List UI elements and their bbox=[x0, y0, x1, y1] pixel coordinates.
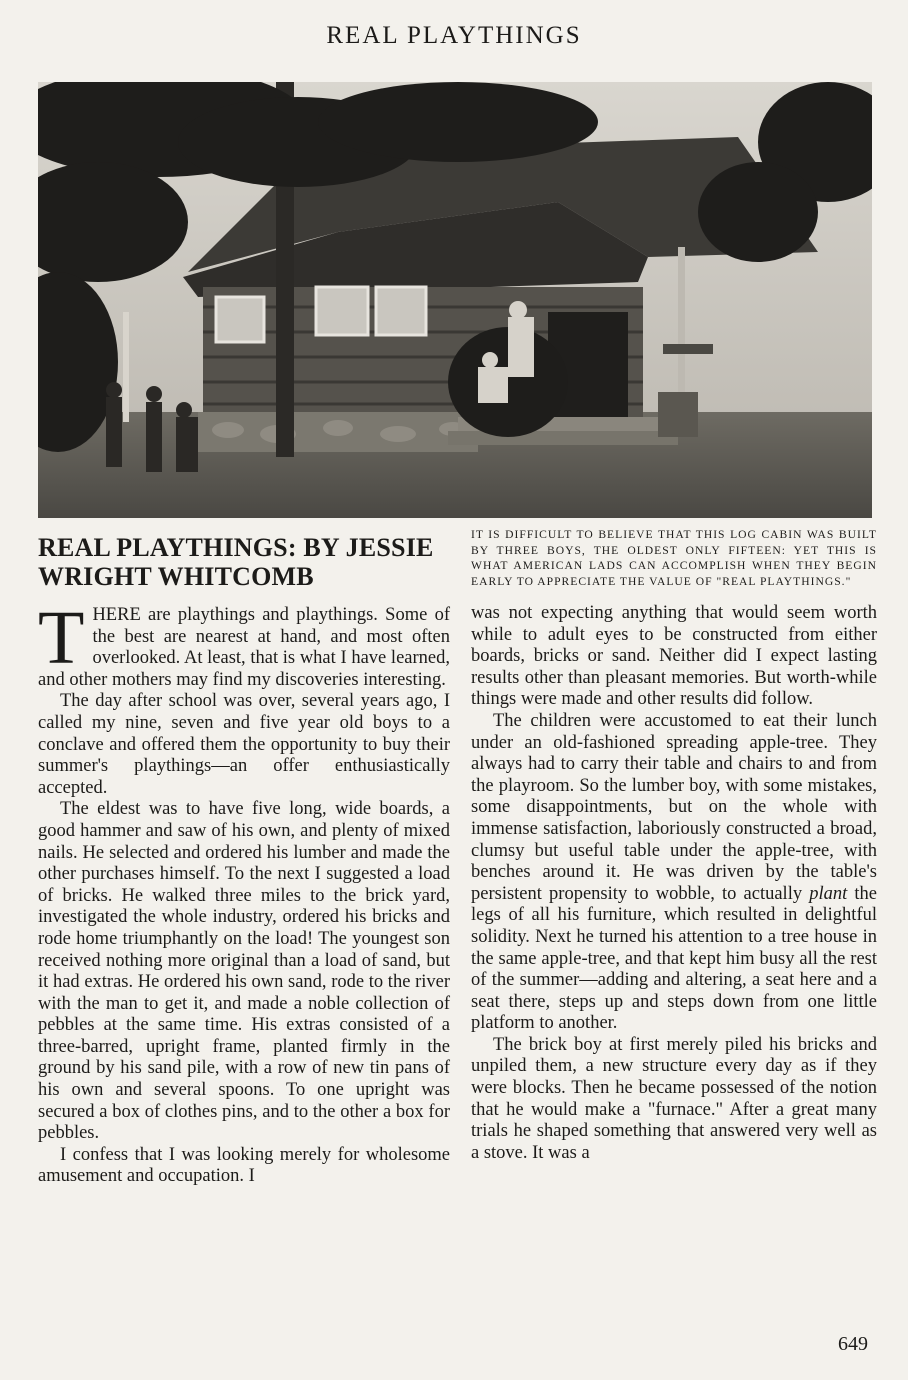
left-column bbox=[38, 533, 450, 1188]
article-paragraph: The day after school was over, several years ago, I called my nine, seven and five year old boys to a conclave and offered them the opportunity to buy their summer's playthings—an offer enthusiastically accepted. bbox=[38, 691, 450, 798]
page-number: 649 bbox=[838, 1333, 868, 1355]
article-paragraph: I confess that I was looking merely for wholesome amusement and occupation. I bbox=[38, 1144, 450, 1187]
running-head: REAL PLAYTHINGS bbox=[326, 22, 582, 49]
log-cabin-photograph bbox=[38, 82, 872, 518]
article-paragraph bbox=[471, 711, 877, 1035]
photo-caption: IT IS DIFFICULT TO BELIEVE THAT THIS LOG CABIN WAS BUILT BY THREE BOYS, THE OLDEST ONLY FIFTEEN: YET THIS IS WHAT AMERICAN LADS CAN ACCOMPLISH WHEN THEY BEGIN EARLY TO APPRECIATE THE VALUE OF "REAL PLAYTHINGS." bbox=[471, 528, 877, 588]
right-column bbox=[471, 527, 877, 1164]
italic-word: plant bbox=[809, 883, 848, 904]
article-paragraph: The brick boy at first merely piled his bricks and unpiled them, a new structure every day as if they were blocks. Then he became possessed of the notion that he would make a "furnace." After a great many trials he shaped something that answered very well as a stove. It was a bbox=[471, 1034, 877, 1163]
log-cabin-illustration bbox=[38, 82, 872, 518]
drop-cap: T bbox=[38, 596, 85, 680]
article-paragraph: was not expecting anything that would seem worth while to adult eyes to be constructed from either boards, bricks or sand. Neither did I expect lasting results other than pleasant memories. But worth-while things were made and other results did follow. bbox=[471, 603, 877, 710]
paragraph-text: HERE are playthings and playthings. Some of the best are nearest at hand, and most often overlooked. At least, that is what I have learned, and other mothers may find my discoveries interesting. bbox=[38, 605, 450, 690]
article-title: REAL PLAYTHINGS: BY JESSIE WRIGHT WHITCOMB bbox=[38, 533, 434, 591]
paragraph-text: The children were accustomed to eat their lunch under an old-fashioned spreading apple-tree. They always had to carry their table and chairs to and from the playroom. So the lumber boy, with some mistakes, some disappointments, but on the whole with immense satisfaction, laboriously constructed a broad, clumsy but useful table under the apple-tree, with benches around it. He was driven by the table's persistent propensity to wobble, to actually bbox=[471, 710, 877, 904]
article-paragraph: The eldest was to have five long, wide boards, a good hammer and saw of his own, and plenty of mixed nails. He selected and ordered his lumber and made the other purchases himself. To the next I suggested a load of bricks. He walked three miles to the brick yard, investigated the whole industry, ordered his bricks and rode home triumphantly on the load! The youngest son received nothing more original than a load of sand, but it had extras. He ordered his own sand, rode to the river with the man to get it, and made a noble collection of pebbles at the same time. His extras consisted of a three-barred, upright frame, planted firmly in the ground by his sand pile, with a row of new tin pans of his own and several spoons. To one upright was secured a box of clothes pins, and to the other a box for pebbles. bbox=[38, 799, 450, 1144]
paragraph-text: the legs of all his furniture, which resulted in delightful solidity. Next he turned his attention to a tree house in the same apple-tree, and that kept him busy all the rest of the summer—adding and altering, a seat here and a seat there, steps up and steps down from one little platform to another. bbox=[471, 883, 878, 1034]
article-paragraph bbox=[38, 596, 450, 691]
